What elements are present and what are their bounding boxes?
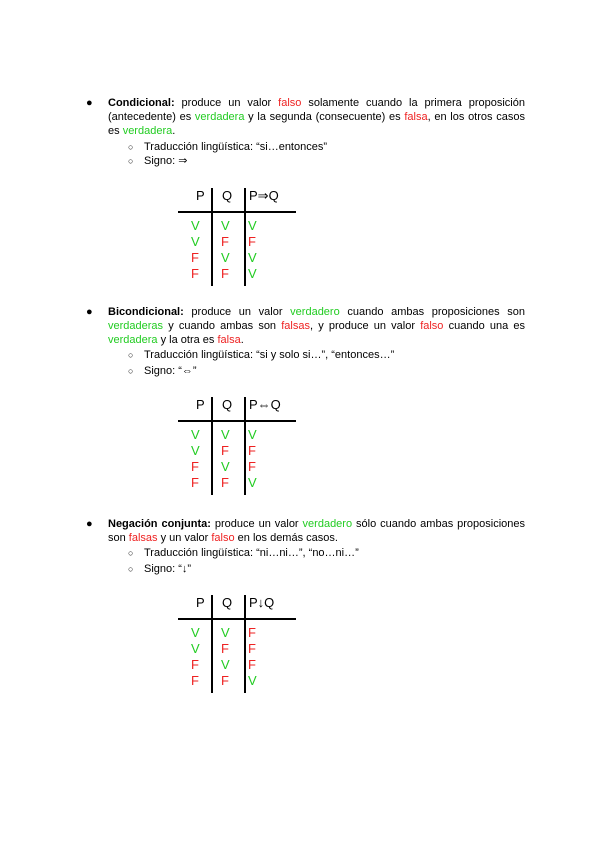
- true-term: verdadera: [194, 111, 245, 123]
- table-cell: V: [191, 427, 200, 442]
- sign-text: Signo: “↓”: [144, 563, 192, 575]
- table-header: P: [196, 188, 205, 203]
- table-cell: F: [221, 641, 229, 656]
- table-cell: F: [191, 459, 199, 474]
- table-cell: F: [248, 641, 256, 656]
- table-cell: V: [221, 250, 230, 265]
- table-cell: F: [248, 234, 256, 249]
- circle-bullet-icon: ○: [128, 142, 134, 152]
- false-term: falsas: [281, 320, 310, 332]
- text-segment: cuando ambas proposiciones son: [339, 306, 525, 318]
- text-segment: y un valor: [157, 532, 212, 544]
- table-header: Q: [222, 188, 233, 203]
- table-cell: F: [221, 673, 229, 688]
- table-column-divider: [244, 397, 246, 495]
- false-term: falsas: [128, 532, 158, 544]
- translation-text: Traducción lingüística: “si y solo si…”, “entonces…”: [144, 349, 395, 361]
- bullet-icon: ●: [86, 306, 93, 318]
- table-header: P⇒Q: [249, 188, 279, 203]
- table-header-divider: [178, 618, 296, 620]
- table-cell: F: [191, 475, 199, 490]
- circle-bullet-icon: ○: [128, 548, 134, 558]
- false-term: falsa: [404, 111, 428, 123]
- truth-table: [178, 397, 296, 497]
- truth-table: [178, 595, 296, 695]
- table-cell: V: [221, 625, 230, 640]
- translation-text: Traducción lingüística: “si…entonces”: [144, 141, 328, 153]
- text-segment: cuando una es: [443, 320, 525, 332]
- table-cell: V: [248, 475, 257, 490]
- table-cell: V: [248, 427, 257, 442]
- table-cell: F: [191, 266, 199, 281]
- false-term: falso: [278, 97, 302, 109]
- definition-paragraph: [108, 96, 525, 138]
- table-cell: V: [248, 673, 257, 688]
- text-segment: , en los otros casos es: [108, 111, 525, 137]
- section-title: Bicondicional:: [108, 306, 184, 318]
- text-segment: .: [172, 125, 176, 137]
- table-cell: V: [191, 625, 200, 640]
- table-cell: F: [221, 443, 229, 458]
- circle-bullet-icon: ○: [128, 350, 134, 360]
- true-term: verdadera: [122, 125, 173, 137]
- table-cell: V: [191, 641, 200, 656]
- text-segment: produce un valor: [183, 306, 291, 318]
- text-segment: produce un valor: [210, 518, 303, 530]
- table-cell: F: [248, 625, 256, 640]
- table-header: P⇔Q: [249, 397, 281, 412]
- table-header: Q: [222, 397, 233, 412]
- truth-table: [178, 188, 296, 288]
- text-segment: solamente cuando la primera proposición (antecedente) es: [108, 97, 525, 123]
- true-term: verdadero: [290, 306, 340, 318]
- table-cell: V: [221, 427, 230, 442]
- table-cell: F: [248, 459, 256, 474]
- false-term: falsa: [217, 334, 241, 346]
- true-term: verdadero: [302, 518, 353, 530]
- table-cell: V: [248, 266, 257, 281]
- table-cell: V: [191, 218, 200, 233]
- table-cell: V: [221, 218, 230, 233]
- table-column-divider: [244, 188, 246, 286]
- table-cell: F: [221, 266, 229, 281]
- table-cell: V: [221, 657, 230, 672]
- table-column-divider: [244, 595, 246, 693]
- table-header-divider: [178, 211, 296, 213]
- table-column-divider: [211, 397, 213, 495]
- circle-bullet-icon: ○: [128, 366, 134, 376]
- false-term: falso: [420, 320, 444, 332]
- translation-text: Traducción lingüística: “ni…ni…”, “no…ni…”: [144, 547, 359, 559]
- table-cell: V: [221, 459, 230, 474]
- bullet-icon: ●: [86, 518, 93, 530]
- table-header: Q: [222, 595, 233, 610]
- circle-bullet-icon: ○: [128, 564, 134, 574]
- definition-paragraph: [108, 517, 525, 545]
- table-cell: V: [248, 218, 257, 233]
- table-header: P: [196, 397, 205, 412]
- table-cell: F: [221, 475, 229, 490]
- text-segment: y cuando ambas son: [163, 320, 282, 332]
- table-cell: V: [191, 234, 200, 249]
- text-segment: , y produce un valor: [309, 320, 421, 332]
- table-header-divider: [178, 420, 296, 422]
- definition-paragraph: [108, 305, 525, 347]
- table-header: P↓Q: [249, 595, 275, 610]
- table-cell: F: [191, 673, 199, 688]
- text-segment: sólo cuando ambas proposiciones son: [108, 518, 526, 544]
- text-segment: y la otra es: [157, 334, 218, 346]
- text-segment: y la segunda (consecuente) es: [244, 111, 405, 123]
- section-title: Negación conjunta:: [108, 518, 211, 530]
- text-segment: en los demás casos.: [234, 532, 338, 544]
- sign-text: Signo: “⇔”: [144, 365, 197, 377]
- circle-bullet-icon: ○: [128, 156, 134, 166]
- table-cell: F: [221, 234, 229, 249]
- sign-text: Signo: ⇒: [144, 155, 188, 167]
- text-segment: produce un valor: [174, 97, 279, 109]
- table-cell: F: [248, 443, 256, 458]
- table-cell: V: [248, 250, 257, 265]
- table-column-divider: [211, 188, 213, 286]
- bullet-icon: ●: [86, 97, 93, 109]
- table-cell: V: [191, 443, 200, 458]
- false-term: falso: [211, 532, 235, 544]
- table-cell: F: [191, 250, 199, 265]
- table-cell: F: [191, 657, 199, 672]
- table-header: P: [196, 595, 205, 610]
- section-title: Condicional:: [108, 97, 175, 109]
- table-cell: F: [248, 657, 256, 672]
- text-segment: .: [240, 334, 244, 346]
- true-term: verdadera: [108, 334, 158, 346]
- table-column-divider: [211, 595, 213, 693]
- true-term: verdaderas: [108, 320, 164, 332]
